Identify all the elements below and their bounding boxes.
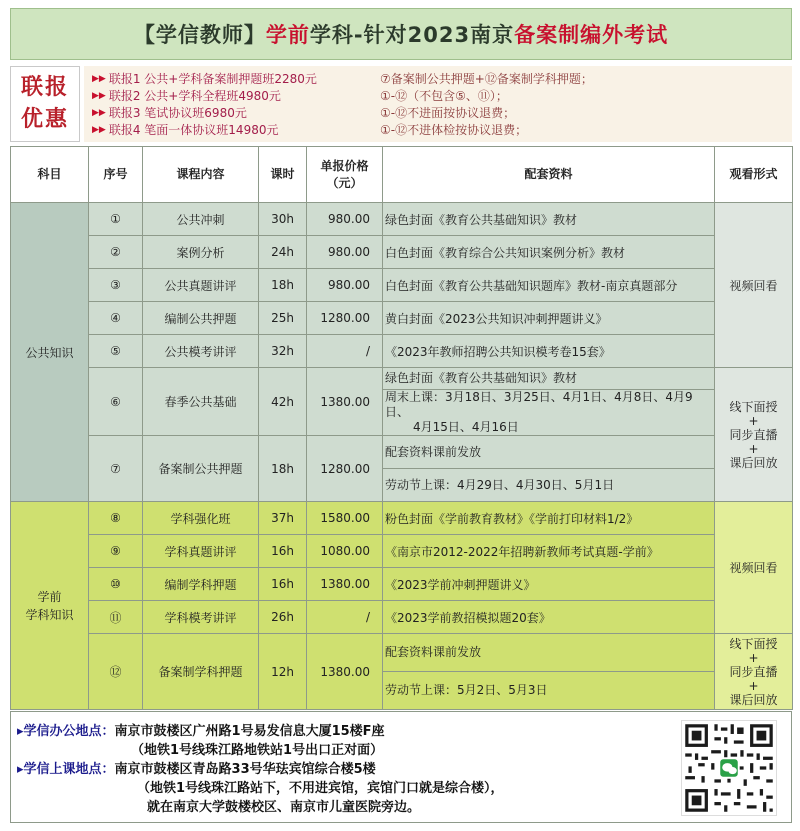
table-row: ⑫ 备案制学科押题 12h 1380.00 配套资料课前发放 劳动节上课：5月2日、5月3日 线下面授 + 同步直播 + 课后回放 [11,634,793,710]
materials-cell: 配套资料课前发放 劳动节上课：5月2日、5月3日 [383,634,715,710]
double-right-arrow-icon: ▶▶ [92,124,106,135]
page-title [10,8,792,60]
header-price: 单报价格 （元） [307,147,383,203]
table-row: 公共知识 ① 公共冲刺 30h 980.00 绿色封面《教育公共基础知识》教材 视频回看 [11,203,793,236]
table-header-row [11,147,793,203]
header-hours: 课时 [259,147,307,203]
table-row: ⑨ 学科真题讲评 16h 1080.00 《南京市2012-2022年招聘新教师考试真题-学前》 [11,535,793,568]
bundle-item: ▶▶ 联报3 笔试协议班6980元 [92,106,247,120]
schedule-text: 周末上课：3月18日、3月25日、4月1日、4月8日、4月9日、 4月15日、4月16日 [385,390,693,434]
class-address: ▸学信上课地点：南京市鼓楼区青岛路33号华珐宾馆综合楼5楼 [17,762,376,777]
table-row: ⑦ 备案制公共押题 18h 1280.00 配套资料课前发放 劳动节上课：4月29日、4月30日、5月1日 [11,436,793,502]
bundle-detail: ①-⑫不进体检按协议退费； [380,123,528,137]
course-sheet [10,8,792,823]
header-materials: 配套资料 [383,147,715,203]
watch-mode-video: 视频回看 [715,502,793,634]
subject-preschool: 学前 学科知识 [11,502,89,710]
watch-mode-offline: 线下面授 + 同步直播 + 课后回放 [715,634,793,710]
title-highlight-subject: 学前 [265,23,310,47]
title-middle: 学科-针对2023南京 [309,23,515,47]
double-right-arrow-icon: ▶▶ [92,73,106,84]
office-note: （地铁1号线珠江路地铁站1号出口正对面） [131,743,384,758]
table-row: ④ 编制公共押题 25h 1280.00 黄白封面《2023公共知识冲刺押题讲义》 [11,302,793,335]
class-note-2: 就在南京大学鼓楼校区、南京市儿童医院旁边。 [147,800,421,815]
watch-mode-offline: 线下面授 + 同步直播 + 课后回放 [715,368,793,502]
materials-cell: 配套资料课前发放 劳动节上课：4月29日、4月30日、5月1日 [383,436,715,502]
qr-code [681,720,777,816]
materials-cell: 绿色封面《教育公共基础知识》教材 周末上课：3月18日、3月25日、4月1日、4月8日、4月9日、 4月15日、4月16日 [383,368,715,436]
bundle-item: ▶▶ 联报1 公共+学科备案制押题班2280元 [92,72,317,86]
table-row: ③ 公共真题讲评 18h 980.00 白色封面《教育公共基础知识题库》教材-南京真题部分 [11,269,793,302]
watch-mode-video: 视频回看 [715,203,793,368]
table-row: ② 案例分析 24h 980.00 白色封面《教育综合公共知识案例分析》教材 [11,236,793,269]
bundle-detail: ⑦备案制公共押题+⑫备案制学科押题； [380,72,593,86]
bundle-item: ▶▶ 联报2 公共+学科全程班4980元 [92,89,281,103]
office-address: ▸学信办公地点：南京市鼓楼区广州路1号易发信息大厦15楼F座 [17,724,385,739]
bundle-detail: ①-⑫不进面按协议退费； [380,106,516,120]
course-table [10,146,793,710]
bundle-discount-label: 联报 优惠 [10,66,80,142]
address-footer [10,711,792,823]
bundle-detail: ①-⑫（不包含⑤、⑪）； [380,89,508,103]
double-right-arrow-icon: ▶▶ [92,90,106,101]
bundle-item: ▶▶ 联报4 笔面一体协议班14980元 [92,123,279,137]
bundle-discount-section [10,66,792,142]
header-watch: 观看形式 [715,147,793,203]
double-right-arrow-icon: ▶▶ [92,107,106,118]
header-subject: 科目 [11,147,89,203]
table-row: ⑥ 春季公共基础 42h 1380.00 绿色封面《教育公共基础知识》教材 周末上课：3月18日、3月25日、4月1日、4月8日、4月9日、 4月15日、4月16日 线下面授 + 同步直播 + 课后回放 [11,368,793,436]
title-highlight-exam: 备案制编外考试 [514,23,669,47]
table-row: ⑪ 学科模考讲评 26h / 《2023学前教招模拟题20套》 [11,601,793,634]
table-row: 学前 学科知识 ⑧ 学科强化班 37h 1580.00 粉色封面《学前教育教材》《学前打印材料1/2》 视频回看 [11,502,793,535]
bundle-discount-list [84,66,792,142]
title-brand: 【学信教师】 [133,23,266,47]
subject-public-knowledge: 公共知识 [11,203,89,502]
table-row: ⑩ 编制学科押题 16h 1380.00 《2023学前冲刺押题讲义》 [11,568,793,601]
header-course: 课程内容 [143,147,259,203]
table-row: ⑤ 公共模考讲评 32h / 《2023年教师招聘公共知识模考卷15套》 [11,335,793,368]
header-no: 序号 [89,147,143,203]
class-note: （地铁1号线珠江路站下，不用进宾馆，宾馆门口就是综合楼）， [137,781,504,796]
